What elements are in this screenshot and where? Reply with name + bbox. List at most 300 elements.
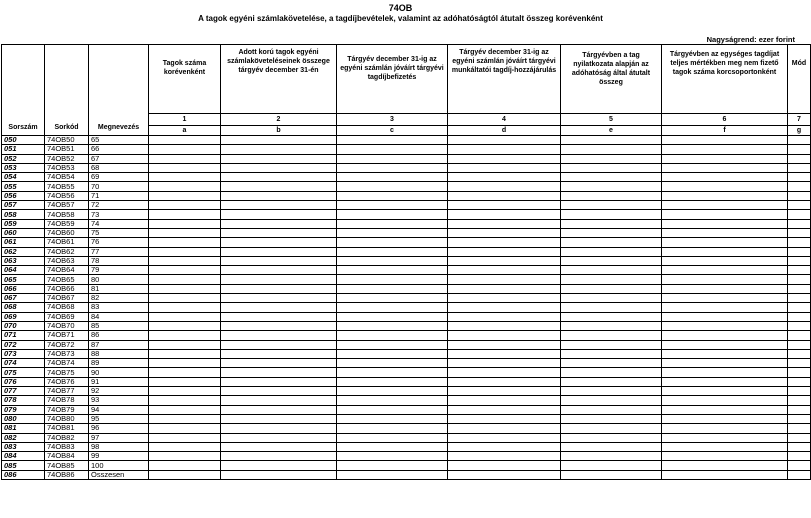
value-cell-a[interactable] [149, 163, 221, 172]
value-cell-b[interactable] [221, 461, 337, 470]
value-cell-c[interactable] [337, 470, 448, 479]
value-cell-a[interactable] [149, 284, 221, 293]
value-cell-a[interactable] [149, 201, 221, 210]
value-cell-a[interactable] [149, 312, 221, 321]
value-cell-g[interactable] [788, 396, 811, 405]
value-cell-b[interactable] [221, 396, 337, 405]
value-cell-f[interactable] [662, 442, 788, 451]
value-cell-c[interactable] [337, 312, 448, 321]
value-cell-b[interactable] [221, 163, 337, 172]
value-cell-f[interactable] [662, 247, 788, 256]
value-cell-c[interactable] [337, 396, 448, 405]
row-megnevezes: 96 [89, 424, 149, 433]
value-cell-g[interactable] [788, 182, 811, 191]
value-cell-d[interactable] [448, 321, 561, 330]
value-cell-a[interactable] [149, 349, 221, 358]
value-cell-a[interactable] [149, 275, 221, 284]
value-cell-a[interactable] [149, 461, 221, 470]
value-cell-c[interactable] [337, 359, 448, 368]
value-cell-b[interactable] [221, 377, 337, 386]
value-cell-d[interactable] [448, 219, 561, 228]
value-cell-a[interactable] [149, 331, 221, 340]
row-megnevezes: 87 [89, 340, 149, 349]
unit-label: Nagyságrend: ezer forint [706, 35, 795, 44]
value-cell-b[interactable] [221, 312, 337, 321]
table-row [2, 136, 811, 145]
value-cell-d[interactable] [448, 368, 561, 377]
value-cell-e[interactable] [561, 284, 662, 293]
table-row [2, 284, 811, 293]
value-cell-a[interactable] [149, 321, 221, 330]
value-cell-g[interactable] [788, 163, 811, 172]
value-cell-a[interactable] [149, 154, 221, 163]
table-row [2, 266, 811, 275]
value-cell-f[interactable] [662, 163, 788, 172]
value-cell-b[interactable] [221, 452, 337, 461]
value-cell-d[interactable] [448, 452, 561, 461]
value-cell-b[interactable] [221, 321, 337, 330]
value-cell-c[interactable] [337, 331, 448, 340]
value-cell-c[interactable] [337, 442, 448, 451]
value-cell-a[interactable] [149, 228, 221, 237]
value-cell-e[interactable] [561, 275, 662, 284]
value-cell-g[interactable] [788, 405, 811, 414]
value-cell-c[interactable] [337, 452, 448, 461]
row-megnevezes: 78 [89, 256, 149, 265]
value-cell-c[interactable] [337, 228, 448, 237]
value-cell-e[interactable] [561, 154, 662, 163]
value-cell-b[interactable] [221, 247, 337, 256]
value-cell-g[interactable] [788, 433, 811, 442]
value-cell-a[interactable] [149, 136, 221, 145]
table-row [2, 228, 811, 237]
value-cell-b[interactable] [221, 303, 337, 312]
value-cell-e[interactable] [561, 201, 662, 210]
value-cell-a[interactable] [149, 145, 221, 154]
value-cell-a[interactable] [149, 182, 221, 191]
value-cell-d[interactable] [448, 294, 561, 303]
value-cell-e[interactable] [561, 405, 662, 414]
value-cell-f[interactable] [662, 284, 788, 293]
value-cell-c[interactable] [337, 191, 448, 200]
value-cell-c[interactable] [337, 368, 448, 377]
value-cell-e[interactable] [561, 349, 662, 358]
value-cell-a[interactable] [149, 340, 221, 349]
value-cell-g[interactable] [788, 191, 811, 200]
value-cell-e[interactable] [561, 442, 662, 451]
value-cell-a[interactable] [149, 247, 221, 256]
value-cell-f[interactable] [662, 294, 788, 303]
value-cell-g[interactable] [788, 219, 811, 228]
value-cell-c[interactable] [337, 182, 448, 191]
value-cell-d[interactable] [448, 461, 561, 470]
value-cell-f[interactable] [662, 173, 788, 182]
header-col1: Tagok száma korévenként [149, 45, 221, 114]
row-sorkod: 74OB51 [45, 145, 89, 154]
value-cell-f[interactable] [662, 275, 788, 284]
value-cell-f[interactable] [662, 470, 788, 479]
col-number-4: 4 [448, 114, 561, 126]
value-cell-b[interactable] [221, 424, 337, 433]
row-sorszam: 053 [2, 163, 45, 172]
value-cell-d[interactable] [448, 191, 561, 200]
value-cell-c[interactable] [337, 461, 448, 470]
value-cell-b[interactable] [221, 433, 337, 442]
value-cell-c[interactable] [337, 256, 448, 265]
value-cell-a[interactable] [149, 303, 221, 312]
value-cell-b[interactable] [221, 275, 337, 284]
value-cell-g[interactable] [788, 210, 811, 219]
row-sorszam: 075 [2, 368, 45, 377]
value-cell-d[interactable] [448, 228, 561, 237]
value-cell-c[interactable] [337, 377, 448, 386]
row-sorkod: 74OB59 [45, 219, 89, 228]
value-cell-e[interactable] [561, 414, 662, 423]
value-cell-a[interactable] [149, 433, 221, 442]
value-cell-d[interactable] [448, 340, 561, 349]
value-cell-d[interactable] [448, 312, 561, 321]
value-cell-f[interactable] [662, 414, 788, 423]
row-megnevezes: 84 [89, 312, 149, 321]
value-cell-c[interactable] [337, 210, 448, 219]
value-cell-e[interactable] [561, 210, 662, 219]
value-cell-c[interactable] [337, 424, 448, 433]
value-cell-d[interactable] [448, 163, 561, 172]
value-cell-c[interactable] [337, 294, 448, 303]
value-cell-b[interactable] [221, 442, 337, 451]
value-cell-g[interactable] [788, 387, 811, 396]
value-cell-d[interactable] [448, 414, 561, 423]
value-cell-f[interactable] [662, 210, 788, 219]
value-cell-f[interactable] [662, 331, 788, 340]
value-cell-c[interactable] [337, 163, 448, 172]
value-cell-a[interactable] [149, 470, 221, 479]
value-cell-g[interactable] [788, 349, 811, 358]
value-cell-c[interactable] [337, 201, 448, 210]
value-cell-b[interactable] [221, 349, 337, 358]
value-cell-g[interactable] [788, 340, 811, 349]
value-cell-f[interactable] [662, 256, 788, 265]
value-cell-b[interactable] [221, 387, 337, 396]
value-cell-f[interactable] [662, 312, 788, 321]
value-cell-a[interactable] [149, 238, 221, 247]
value-cell-f[interactable] [662, 182, 788, 191]
value-cell-e[interactable] [561, 145, 662, 154]
value-cell-d[interactable] [448, 387, 561, 396]
value-cell-d[interactable] [448, 154, 561, 163]
value-cell-f[interactable] [662, 238, 788, 247]
value-cell-e[interactable] [561, 173, 662, 182]
value-cell-f[interactable] [662, 405, 788, 414]
value-cell-f[interactable] [662, 228, 788, 237]
value-cell-c[interactable] [337, 173, 448, 182]
value-cell-b[interactable] [221, 368, 337, 377]
row-sorkod: 74OB78 [45, 396, 89, 405]
row-sorszam: 079 [2, 405, 45, 414]
row-sorkod: 74OB61 [45, 238, 89, 247]
value-cell-a[interactable] [149, 191, 221, 200]
value-cell-g[interactable] [788, 377, 811, 386]
value-cell-g[interactable] [788, 312, 811, 321]
value-cell-d[interactable] [448, 145, 561, 154]
value-cell-f[interactable] [662, 201, 788, 210]
value-cell-d[interactable] [448, 266, 561, 275]
value-cell-a[interactable] [149, 210, 221, 219]
row-megnevezes: 89 [89, 359, 149, 368]
value-cell-c[interactable] [337, 349, 448, 358]
value-cell-f[interactable] [662, 433, 788, 442]
value-cell-d[interactable] [448, 210, 561, 219]
value-cell-e[interactable] [561, 368, 662, 377]
value-cell-e[interactable] [561, 452, 662, 461]
value-cell-f[interactable] [662, 340, 788, 349]
value-cell-a[interactable] [149, 294, 221, 303]
value-cell-g[interactable] [788, 136, 811, 145]
value-cell-a[interactable] [149, 377, 221, 386]
value-cell-f[interactable] [662, 266, 788, 275]
value-cell-b[interactable] [221, 219, 337, 228]
value-cell-e[interactable] [561, 470, 662, 479]
table-row [2, 461, 811, 470]
value-cell-g[interactable] [788, 424, 811, 433]
value-cell-c[interactable] [337, 145, 448, 154]
value-cell-a[interactable] [149, 266, 221, 275]
value-cell-g[interactable] [788, 303, 811, 312]
value-cell-f[interactable] [662, 452, 788, 461]
value-cell-e[interactable] [561, 303, 662, 312]
value-cell-f[interactable] [662, 303, 788, 312]
row-sorszam: 061 [2, 238, 45, 247]
value-cell-g[interactable] [788, 461, 811, 470]
col-letter-b: b [221, 126, 337, 136]
value-cell-c[interactable] [337, 433, 448, 442]
value-cell-a[interactable] [149, 173, 221, 182]
value-cell-d[interactable] [448, 275, 561, 284]
value-cell-f[interactable] [662, 136, 788, 145]
value-cell-g[interactable] [788, 452, 811, 461]
value-cell-d[interactable] [448, 182, 561, 191]
value-cell-d[interactable] [448, 136, 561, 145]
value-cell-d[interactable] [448, 470, 561, 479]
value-cell-d[interactable] [448, 303, 561, 312]
value-cell-g[interactable] [788, 368, 811, 377]
value-cell-a[interactable] [149, 387, 221, 396]
value-cell-e[interactable] [561, 228, 662, 237]
row-sorkod: 74OB50 [45, 136, 89, 145]
value-cell-c[interactable] [337, 414, 448, 423]
value-cell-e[interactable] [561, 340, 662, 349]
value-cell-a[interactable] [149, 414, 221, 423]
row-megnevezes: 71 [89, 191, 149, 200]
value-cell-a[interactable] [149, 359, 221, 368]
value-cell-f[interactable] [662, 349, 788, 358]
value-cell-e[interactable] [561, 191, 662, 200]
value-cell-c[interactable] [337, 275, 448, 284]
value-cell-g[interactable] [788, 145, 811, 154]
value-cell-e[interactable] [561, 424, 662, 433]
value-cell-d[interactable] [448, 331, 561, 340]
header-sorkod: Sorkód [45, 45, 89, 136]
value-cell-e[interactable] [561, 238, 662, 247]
value-cell-c[interactable] [337, 247, 448, 256]
value-cell-a[interactable] [149, 368, 221, 377]
value-cell-c[interactable] [337, 136, 448, 145]
value-cell-d[interactable] [448, 359, 561, 368]
value-cell-c[interactable] [337, 154, 448, 163]
value-cell-d[interactable] [448, 349, 561, 358]
value-cell-e[interactable] [561, 461, 662, 470]
value-cell-e[interactable] [561, 294, 662, 303]
value-cell-b[interactable] [221, 238, 337, 247]
value-cell-e[interactable] [561, 331, 662, 340]
value-cell-g[interactable] [788, 470, 811, 479]
value-cell-f[interactable] [662, 387, 788, 396]
value-cell-e[interactable] [561, 377, 662, 386]
value-cell-g[interactable] [788, 256, 811, 265]
value-cell-c[interactable] [337, 219, 448, 228]
value-cell-f[interactable] [662, 424, 788, 433]
value-cell-b[interactable] [221, 359, 337, 368]
table-row [2, 201, 811, 210]
col-number-7: 7 [788, 114, 811, 126]
value-cell-e[interactable] [561, 247, 662, 256]
header-megnevezes: Megnevezés [89, 45, 149, 136]
value-cell-d[interactable] [448, 396, 561, 405]
value-cell-f[interactable] [662, 145, 788, 154]
value-cell-g[interactable] [788, 228, 811, 237]
value-cell-d[interactable] [448, 247, 561, 256]
value-cell-g[interactable] [788, 266, 811, 275]
value-cell-c[interactable] [337, 321, 448, 330]
value-cell-b[interactable] [221, 136, 337, 145]
row-sorkod: 74OB70 [45, 321, 89, 330]
value-cell-f[interactable] [662, 154, 788, 163]
row-sorkod: 74OB72 [45, 340, 89, 349]
value-cell-d[interactable] [448, 433, 561, 442]
value-cell-d[interactable] [448, 442, 561, 451]
value-cell-g[interactable] [788, 331, 811, 340]
value-cell-e[interactable] [561, 163, 662, 172]
value-cell-c[interactable] [337, 238, 448, 247]
value-cell-b[interactable] [221, 284, 337, 293]
value-cell-g[interactable] [788, 442, 811, 451]
value-cell-c[interactable] [337, 340, 448, 349]
value-cell-c[interactable] [337, 284, 448, 293]
value-cell-e[interactable] [561, 312, 662, 321]
value-cell-b[interactable] [221, 173, 337, 182]
header-col3: Tárgyév december 31-ig az egyéni számlán jóváírt tárgyévi tagdíjbefizetés [337, 45, 448, 114]
value-cell-b[interactable] [221, 145, 337, 154]
value-cell-c[interactable] [337, 266, 448, 275]
value-cell-d[interactable] [448, 201, 561, 210]
table-row [2, 424, 811, 433]
value-cell-a[interactable] [149, 405, 221, 414]
value-cell-b[interactable] [221, 331, 337, 340]
value-cell-b[interactable] [221, 154, 337, 163]
value-cell-c[interactable] [337, 387, 448, 396]
value-cell-f[interactable] [662, 321, 788, 330]
table-row [2, 154, 811, 163]
value-cell-a[interactable] [149, 219, 221, 228]
value-cell-b[interactable] [221, 228, 337, 237]
value-cell-g[interactable] [788, 294, 811, 303]
value-cell-g[interactable] [788, 414, 811, 423]
value-cell-d[interactable] [448, 173, 561, 182]
value-cell-g[interactable] [788, 201, 811, 210]
value-cell-f[interactable] [662, 377, 788, 386]
value-cell-b[interactable] [221, 405, 337, 414]
value-cell-a[interactable] [149, 452, 221, 461]
value-cell-e[interactable] [561, 387, 662, 396]
row-sorszam: 080 [2, 414, 45, 423]
value-cell-e[interactable] [561, 321, 662, 330]
value-cell-d[interactable] [448, 405, 561, 414]
value-cell-b[interactable] [221, 210, 337, 219]
row-sorkod: 74OB79 [45, 405, 89, 414]
value-cell-d[interactable] [448, 256, 561, 265]
value-cell-b[interactable] [221, 182, 337, 191]
value-cell-b[interactable] [221, 266, 337, 275]
value-cell-d[interactable] [448, 238, 561, 247]
table-row [2, 238, 811, 247]
value-cell-f[interactable] [662, 396, 788, 405]
value-cell-f[interactable] [662, 191, 788, 200]
value-cell-a[interactable] [149, 442, 221, 451]
table-row [2, 331, 811, 340]
value-cell-d[interactable] [448, 377, 561, 386]
table-row [2, 359, 811, 368]
value-cell-e[interactable] [561, 219, 662, 228]
row-sorkod: 74OB65 [45, 275, 89, 284]
value-cell-e[interactable] [561, 266, 662, 275]
value-cell-g[interactable] [788, 321, 811, 330]
value-cell-d[interactable] [448, 424, 561, 433]
value-cell-g[interactable] [788, 173, 811, 182]
value-cell-a[interactable] [149, 396, 221, 405]
value-cell-g[interactable] [788, 275, 811, 284]
value-cell-e[interactable] [561, 396, 662, 405]
value-cell-b[interactable] [221, 340, 337, 349]
row-sorszam: 071 [2, 331, 45, 340]
value-cell-b[interactable] [221, 470, 337, 479]
value-cell-f[interactable] [662, 219, 788, 228]
value-cell-b[interactable] [221, 191, 337, 200]
value-cell-g[interactable] [788, 247, 811, 256]
value-cell-c[interactable] [337, 405, 448, 414]
value-cell-a[interactable] [149, 256, 221, 265]
value-cell-d[interactable] [448, 284, 561, 293]
value-cell-e[interactable] [561, 433, 662, 442]
value-cell-b[interactable] [221, 201, 337, 210]
value-cell-g[interactable] [788, 154, 811, 163]
value-cell-g[interactable] [788, 238, 811, 247]
value-cell-c[interactable] [337, 303, 448, 312]
value-cell-g[interactable] [788, 359, 811, 368]
value-cell-f[interactable] [662, 461, 788, 470]
value-cell-e[interactable] [561, 136, 662, 145]
value-cell-e[interactable] [561, 359, 662, 368]
row-sorkod: 74OB75 [45, 368, 89, 377]
value-cell-g[interactable] [788, 284, 811, 293]
value-cell-f[interactable] [662, 359, 788, 368]
value-cell-f[interactable] [662, 368, 788, 377]
value-cell-b[interactable] [221, 256, 337, 265]
value-cell-b[interactable] [221, 414, 337, 423]
value-cell-a[interactable] [149, 424, 221, 433]
value-cell-e[interactable] [561, 182, 662, 191]
value-cell-b[interactable] [221, 294, 337, 303]
value-cell-e[interactable] [561, 256, 662, 265]
